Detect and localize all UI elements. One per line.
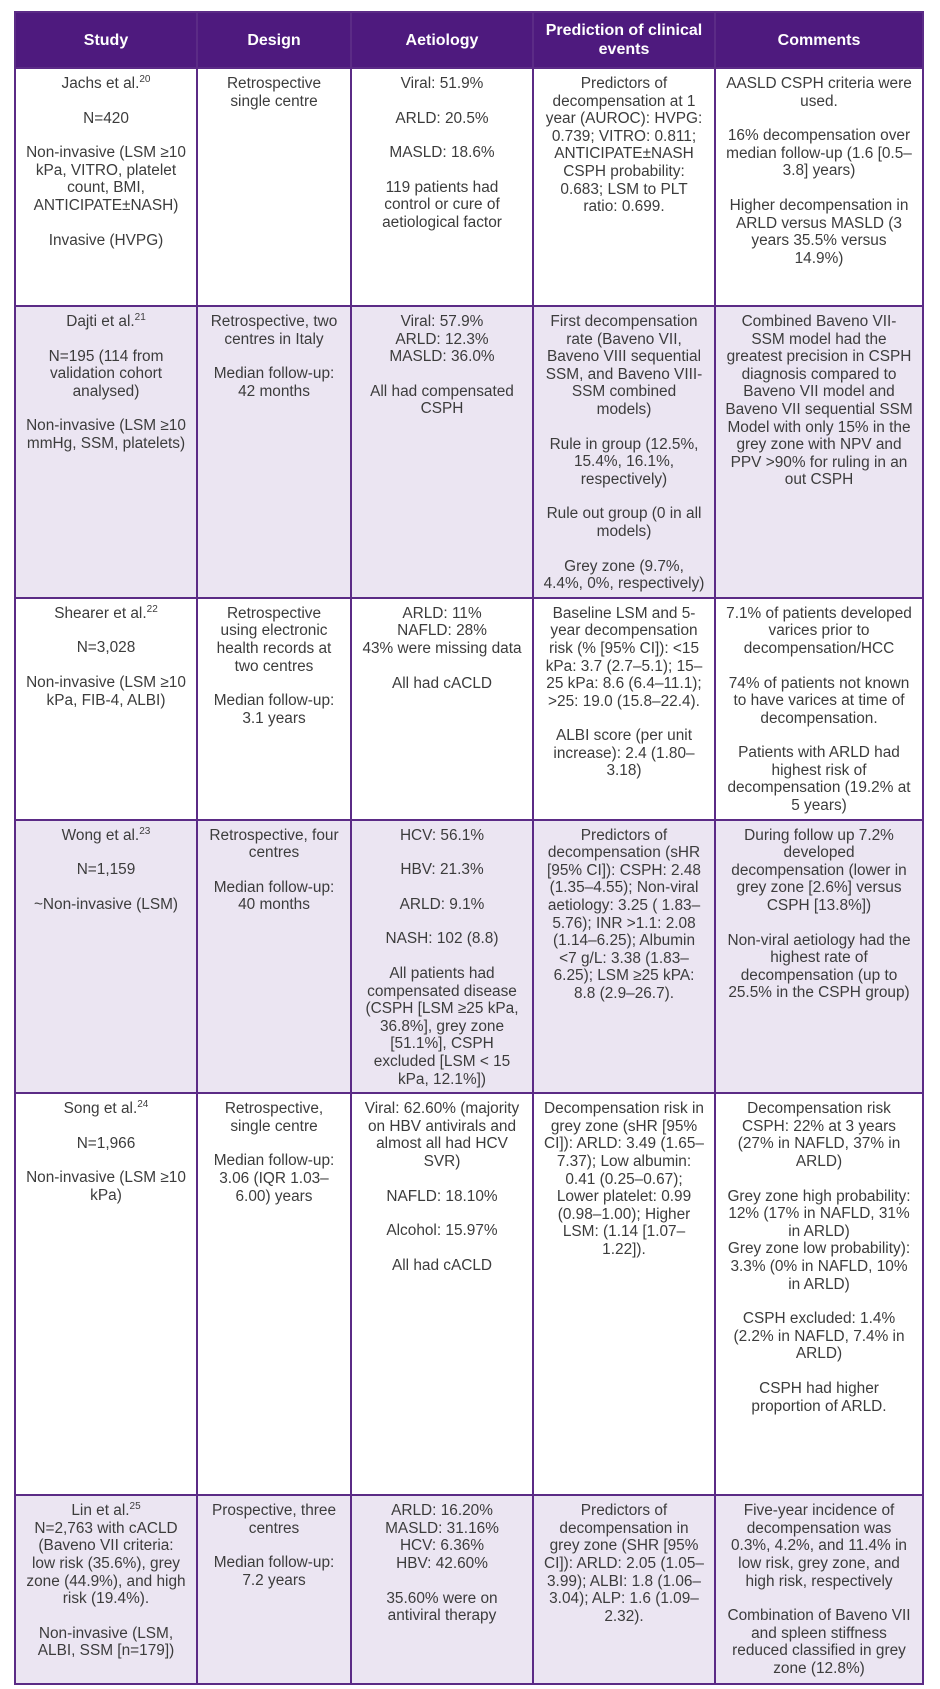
comment-detail: Patients with ARLD had highest risk of decompensation (19.2% at 5 years) [727, 744, 911, 815]
comment-detail: Decompensation risk CSPH: 22% at 3 years (27% in NAFLD, 37% in ARLD) [737, 1100, 901, 1170]
comment-detail: 7.1% of patients developed varices prior to decompensation/HCC [726, 604, 912, 657]
prediction-detail: Predictors of decompensation at 1 year (AUROC): HVPG: 0.739; VITRO: 0.811; ANTICIPATE±NASH CSPH probability: 0.683; LSM to PLT ratio: 0.699. [545, 75, 703, 216]
design-detail: Median follow-up: 3.06 (IQR 1.03–6.00) years [213, 1152, 335, 1205]
aetiology-cell [351, 1495, 533, 1684]
aetiology-line: NAFLD: 28% [397, 622, 487, 640]
comment-detail: Non-viral aetiology had the highest rate of decompensation (up to 25.5% in the CSPH group) [727, 931, 911, 1002]
header-prediction: Prediction of clinical events [533, 12, 715, 68]
design-detail: Retrospective, two centres in Italy [210, 313, 338, 348]
aetiology-line: MASLD: 36.0% [389, 348, 495, 366]
study-detail: Non-invasive (LSM ≥10 kPa, VITRO, platelet count, BMI, ANTICIPATE±NASH) [26, 144, 186, 214]
aetiology-group [361, 313, 523, 366]
aetiology-line: Viral: 57.9% [400, 313, 484, 330]
study-detail: Non-invasive (LSM, ALBI, SSM [n=179]) [37, 1624, 175, 1660]
comment-detail: During follow up 7.2% developed decompensation (lower in grey zone [2.6%] versus CSPH [13.8%]) [731, 826, 907, 915]
prediction-cell [533, 820, 715, 1094]
comment-detail: 74% of patients not known to have varices at time of decompensation. [728, 674, 910, 727]
prediction-detail: Predictors of decompensation in grey zone (SHR [95% CI]): ARLD: 2.05 (1.05–3.99); ALBI: 1.8 (1.06–3.04); ALP: 1.6 (1.09–2.32). [544, 1502, 704, 1625]
aetiology-line: 43% were missing data [362, 639, 522, 657]
aetiology-detail: 35.60% were on antiviral therapy [386, 1589, 498, 1625]
design-detail: Median follow-up: 7.2 years [213, 1554, 335, 1589]
study-detail: Non-invasive (LSM ≥10 kPa) [26, 1169, 186, 1204]
comment-detail: CSPH had higher proportion of ARLD. [751, 1379, 887, 1415]
studies-table [14, 11, 924, 1685]
table-row [15, 1093, 923, 1495]
prediction-detail: Baseline LSM and 5-year decompensation risk (% [95% CI]): <15 kPa: 3.7 (2.7–5.1); 15–25 kPa: 8.6 (6.4–11.1); >25: 19.0 (15.8–22.4). [545, 604, 703, 710]
prediction-detail: Predictors of decompensation (sHR [95% CI]): CSPH: 2.48 (1.35–4.55); Non-viral aetiology: 3.25 ( 1.83–5.76); INR >1.1: 2.08 (1.14–6.25); Albumin <7 g/L: 3.38 (1.83–6.25); LSM ≥25 kPA: 8.8 (2.9–26.7). [547, 826, 701, 1002]
comment-detail: Higher decompensation in ARLD versus MASLD (3 years 35.5% versus 14.9%) [729, 196, 909, 267]
design-cell [197, 68, 351, 306]
study-cell [15, 820, 197, 1094]
aetiology-detail: All had cACLD [391, 1256, 493, 1274]
study-detail: N=3,028 [76, 639, 136, 657]
aetiology-detail: Alcohol: 15.97% [386, 1222, 498, 1240]
comment-detail: CSPH excluded: 1.4% (2.2% in NAFLD, 7.4% in ARLD) [733, 1310, 905, 1363]
design-detail: Retrospective, single centre [224, 1100, 324, 1135]
comments-cell [715, 306, 923, 598]
comments-cell [715, 68, 923, 306]
aetiology-detail: ARLD: 20.5% [395, 109, 489, 127]
design-detail: Median follow-up: 3.1 years [213, 692, 335, 727]
aetiology-cell [351, 598, 533, 820]
design-detail: Median follow-up: 40 months [213, 878, 335, 914]
aetiology-detail: HCV: 56.1% [399, 826, 485, 844]
study-cell [15, 306, 197, 598]
design-detail: Prospective, three centres [211, 1502, 337, 1537]
design-cell [197, 598, 351, 820]
study-detail: N=1,966 [76, 1134, 136, 1152]
study-name: Shearer et al.$^{22}$ [54, 603, 158, 622]
design-cell [197, 1093, 351, 1495]
study-detail: N=420 [83, 109, 129, 127]
aetiology-detail: NAFLD: 18.10% [386, 1187, 498, 1205]
aetiology-cell [351, 306, 533, 598]
study-name: Song et al.$^{24}$ [63, 1099, 149, 1118]
design-cell [197, 820, 351, 1094]
comment-detail: Combined Baveno VII-SSM model had the greatest precision in CSPH diagnosis compared to Baveno VII model and Baveno VII sequential SSM Model with only 15% in the grey zone with NPV and PPV >90% for ruling in an out CSPH [725, 313, 913, 489]
study-name: Jachs et al.$^{20}$ [61, 74, 151, 92]
comment-detail: 16% decompensation over median follow-up (1.6 [0.5–3.8] years) [726, 127, 912, 180]
study-detail: N=195 (114 from validation cohort analysed) [48, 347, 164, 400]
comment-group [725, 1188, 913, 1294]
prediction-detail: Rule out group (0 in all models) [546, 505, 702, 540]
aetiology-detail: All patients had compensated disease (CSPH [LSM ≥25 kPa, 36.8%], grey zone [51.1%], CSPH excluded [LSM < 15 kPa, 12.1%]) [365, 965, 519, 1088]
aetiology-group [361, 605, 523, 658]
study-detail: Non-invasive (LSM ≥10 kPa, FIB-4, ALBI) [26, 673, 186, 709]
header-aetiology: Aetiology [351, 12, 533, 68]
comments-cell [715, 1495, 923, 1684]
comments-cell [715, 1093, 923, 1495]
aetiology-detail: Viral: 51.9% [400, 75, 484, 92]
study-detail: ~Non-invasive (LSM) [33, 895, 179, 913]
study-name: Lin et al.$^{25}$ [71, 1501, 141, 1520]
comment-detail: Combination of Baveno VII and spleen stiffness reduced classified in grey zone (12.8%) [727, 1607, 911, 1677]
header-comments: Comments [715, 12, 923, 68]
prediction-cell [533, 1495, 715, 1684]
table-row [15, 306, 923, 598]
design-detail: Retrospective using electronic health records at two centres [216, 604, 332, 675]
aetiology-detail: MASLD: 18.6% [389, 144, 495, 162]
study-detail: Non-invasive (LSM ≥10 mmHg, SSM, platelets) [26, 417, 186, 452]
prediction-cell [533, 1093, 715, 1495]
aetiology-line: ARLD: 12.3% [395, 330, 489, 348]
design-detail: Retrospective single centre [226, 75, 322, 110]
aetiology-line: ARLD: 16.20% [391, 1502, 493, 1520]
prediction-cell [533, 598, 715, 820]
study-cell [15, 1495, 197, 1684]
header-row [15, 12, 923, 68]
prediction-cell [533, 68, 715, 306]
comments-cell [715, 820, 923, 1094]
prediction-detail: Rule in group (12.5%, 15.4%, 16.1%, respectively) [549, 435, 699, 488]
aetiology-line: MASLD: 31.16% [385, 1519, 499, 1537]
design-detail: Median follow-up: 42 months [213, 365, 335, 400]
prediction-detail: First decompensation rate (Baveno VII, Baveno VIII sequential SSM, and Baveno VIII-SSM combined models) [545, 313, 703, 418]
aetiology-cell [351, 68, 533, 306]
aetiology-line: HCV: 6.36% [399, 1537, 485, 1555]
design-detail: Retrospective, four centres [209, 826, 339, 862]
design-cell [197, 1495, 351, 1684]
study-detail: N=1,159 [76, 861, 136, 879]
table-row [15, 1495, 923, 1684]
table-row [15, 68, 923, 306]
comments-cell [715, 598, 923, 820]
comment-detail: Grey zone low probability): 3.3% (0% in NAFLD, 10% in ARLD) [727, 1240, 911, 1293]
aetiology-cell [351, 1093, 533, 1495]
study-name: Dajti et al.$^{21}$ [66, 312, 146, 330]
header-design: Design [197, 12, 351, 68]
table-row [15, 820, 923, 1094]
aetiology-detail: NASH: 102 (8.8) [385, 930, 499, 948]
aetiology-detail: All had cACLD [391, 674, 493, 692]
comment-detail: AASLD CSPH criteria were used. [726, 75, 912, 110]
comment-detail: Grey zone high probability: 12% (17% in NAFLD, 31% in ARLD) [727, 1187, 911, 1240]
aetiology-line: ARLD: 11% [402, 604, 482, 622]
prediction-cell [533, 306, 715, 598]
aetiology-detail: Viral: 62.60% (majority on HBV antivirals and almost all had HCV SVR) [364, 1100, 520, 1170]
aetiology-group [361, 1502, 523, 1572]
aetiology-cell [351, 820, 533, 1094]
design-cell [197, 306, 351, 598]
aetiology-detail: 119 patients had control or cure of aetiological factor [382, 178, 502, 231]
study-name: Wong et al.$^{23}$ [61, 825, 151, 844]
table-row [15, 598, 923, 820]
study-detail: Invasive (HVPG) [48, 231, 164, 249]
study-cell [15, 598, 197, 820]
prediction-detail: Decompensation risk in grey zone (sHR [95% CI]): ARLD: 3.49 (1.65–7.37); Low albumin: 0.41 (0.25–0.67); Lower platelet: 0.99 (0.98–1.00); Higher LSM: (1.14 [1.07–1.22]). [544, 1100, 704, 1258]
comment-detail: Five-year incidence of decompensation was 0.3%, 4.2%, and 11.4% in low risk, grey zone, and high risk, respectively [731, 1502, 907, 1590]
study-detail: N=2,763 with cACLD (Baveno VII criteria: low risk (35.6%), grey zone (44.9%), and high risk (19.4%). [26, 1519, 186, 1608]
aetiology-detail: ARLD: 9.1% [399, 895, 485, 913]
prediction-detail: Grey zone (9.7%, 4.4%, 0%, respectively) [543, 557, 705, 593]
prediction-detail: ALBI score (per unit increase): 2.4 (1.80–3.18) [553, 727, 695, 780]
aetiology-line: HBV: 42.60% [396, 1554, 488, 1572]
study-cell [15, 68, 197, 306]
header-study: Study [15, 12, 197, 68]
study-cell [15, 1093, 197, 1495]
aetiology-detail: HBV: 21.3% [400, 861, 484, 879]
aetiology-detail: All had compensated CSPH [370, 382, 514, 418]
